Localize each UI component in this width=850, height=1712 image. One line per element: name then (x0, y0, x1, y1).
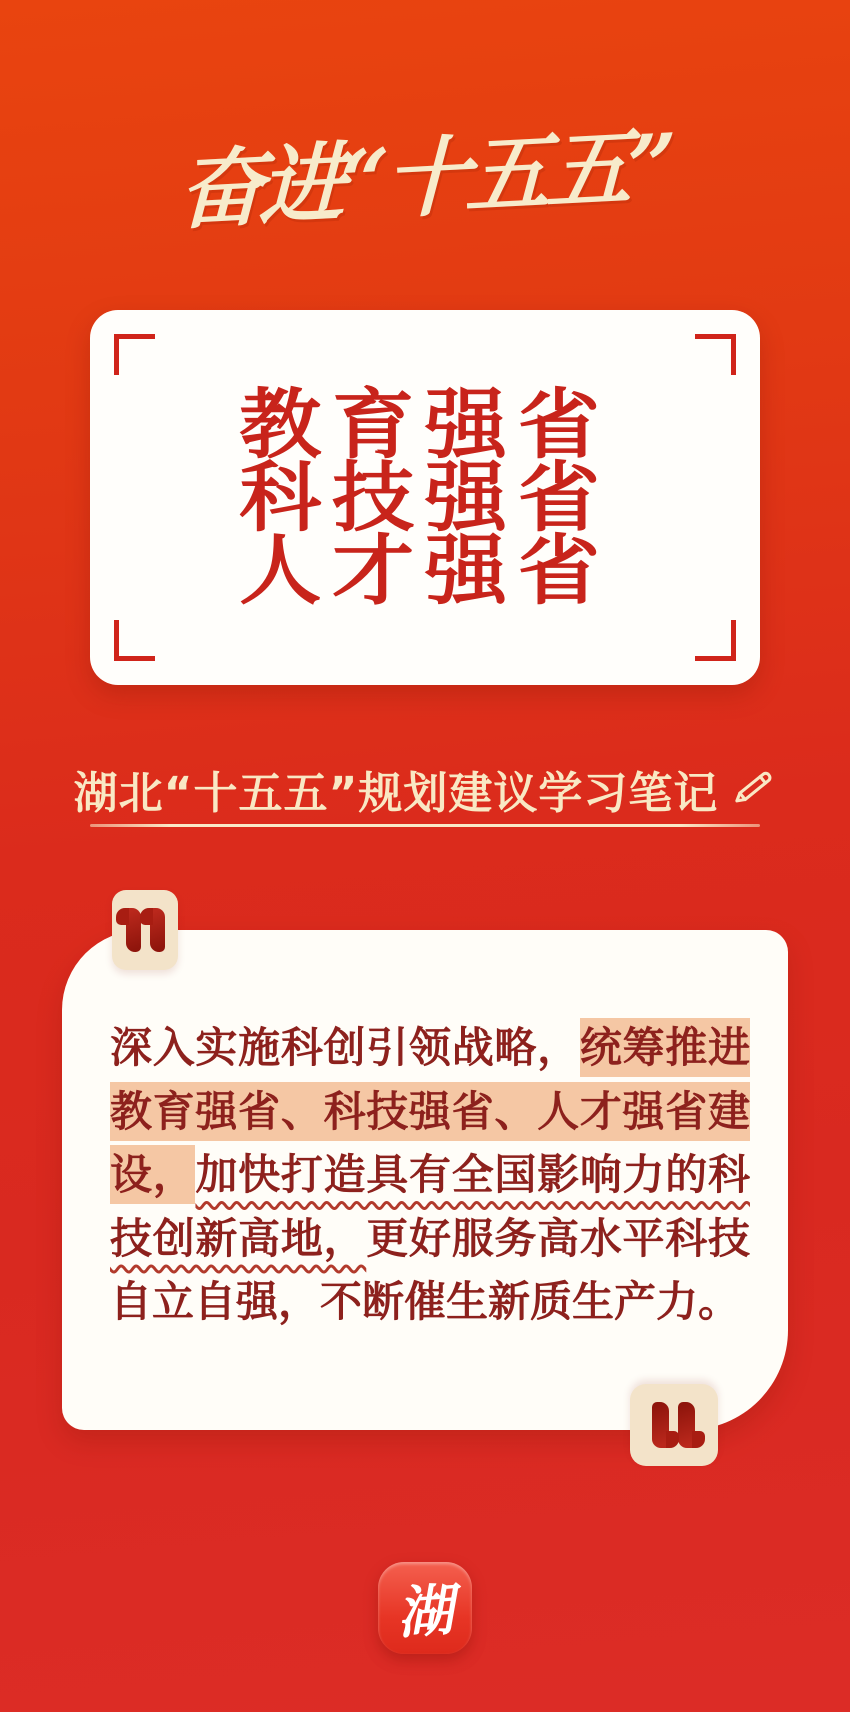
quote-segment-plain-2: 更好服务高水平科技自立自强，不断催生新质生产力。 (110, 1213, 750, 1326)
subtitle-text: 湖北“十五五”规划建议学习笔记 (73, 768, 719, 819)
corner-bracket-bottom-left (114, 620, 155, 661)
quote-segment-plain-1: 深入实施科创引领战略， (110, 1023, 580, 1072)
hubei-app-logo (378, 1562, 472, 1654)
banner (0, 96, 850, 246)
quote-segment-highlighted: 统筹推进教育强省、科技强省、人才强省建设， (110, 1018, 750, 1204)
headline-line-1: 教育强省 (239, 380, 611, 469)
subtitle-underline (90, 824, 760, 827)
quote-comma (150, 908, 165, 952)
quote-comma (653, 1402, 670, 1448)
banner-title: 奋进“十五五” (177, 114, 673, 243)
pencil-icon (732, 765, 776, 813)
headline-text (239, 380, 611, 615)
close-quote-icon (630, 1384, 718, 1466)
quote-comma (126, 908, 141, 952)
quote-segment-wavy-underlined: 加快打造具有全国影响力的科技创新高地， (110, 1150, 750, 1263)
quote-paragraph (110, 1016, 750, 1334)
corner-bracket-top-left (114, 334, 155, 375)
headline-line-2: 科技强省 (239, 453, 611, 542)
open-quote-icon (112, 890, 178, 970)
quote-comma (679, 1402, 696, 1448)
headline-card (90, 310, 760, 685)
corner-bracket-top-right (695, 334, 736, 375)
headline-line-3: 人才强省 (239, 526, 611, 615)
subtitle-row (73, 760, 760, 819)
logo-character: 湖 (395, 1577, 456, 1647)
corner-bracket-bottom-right (695, 620, 736, 661)
